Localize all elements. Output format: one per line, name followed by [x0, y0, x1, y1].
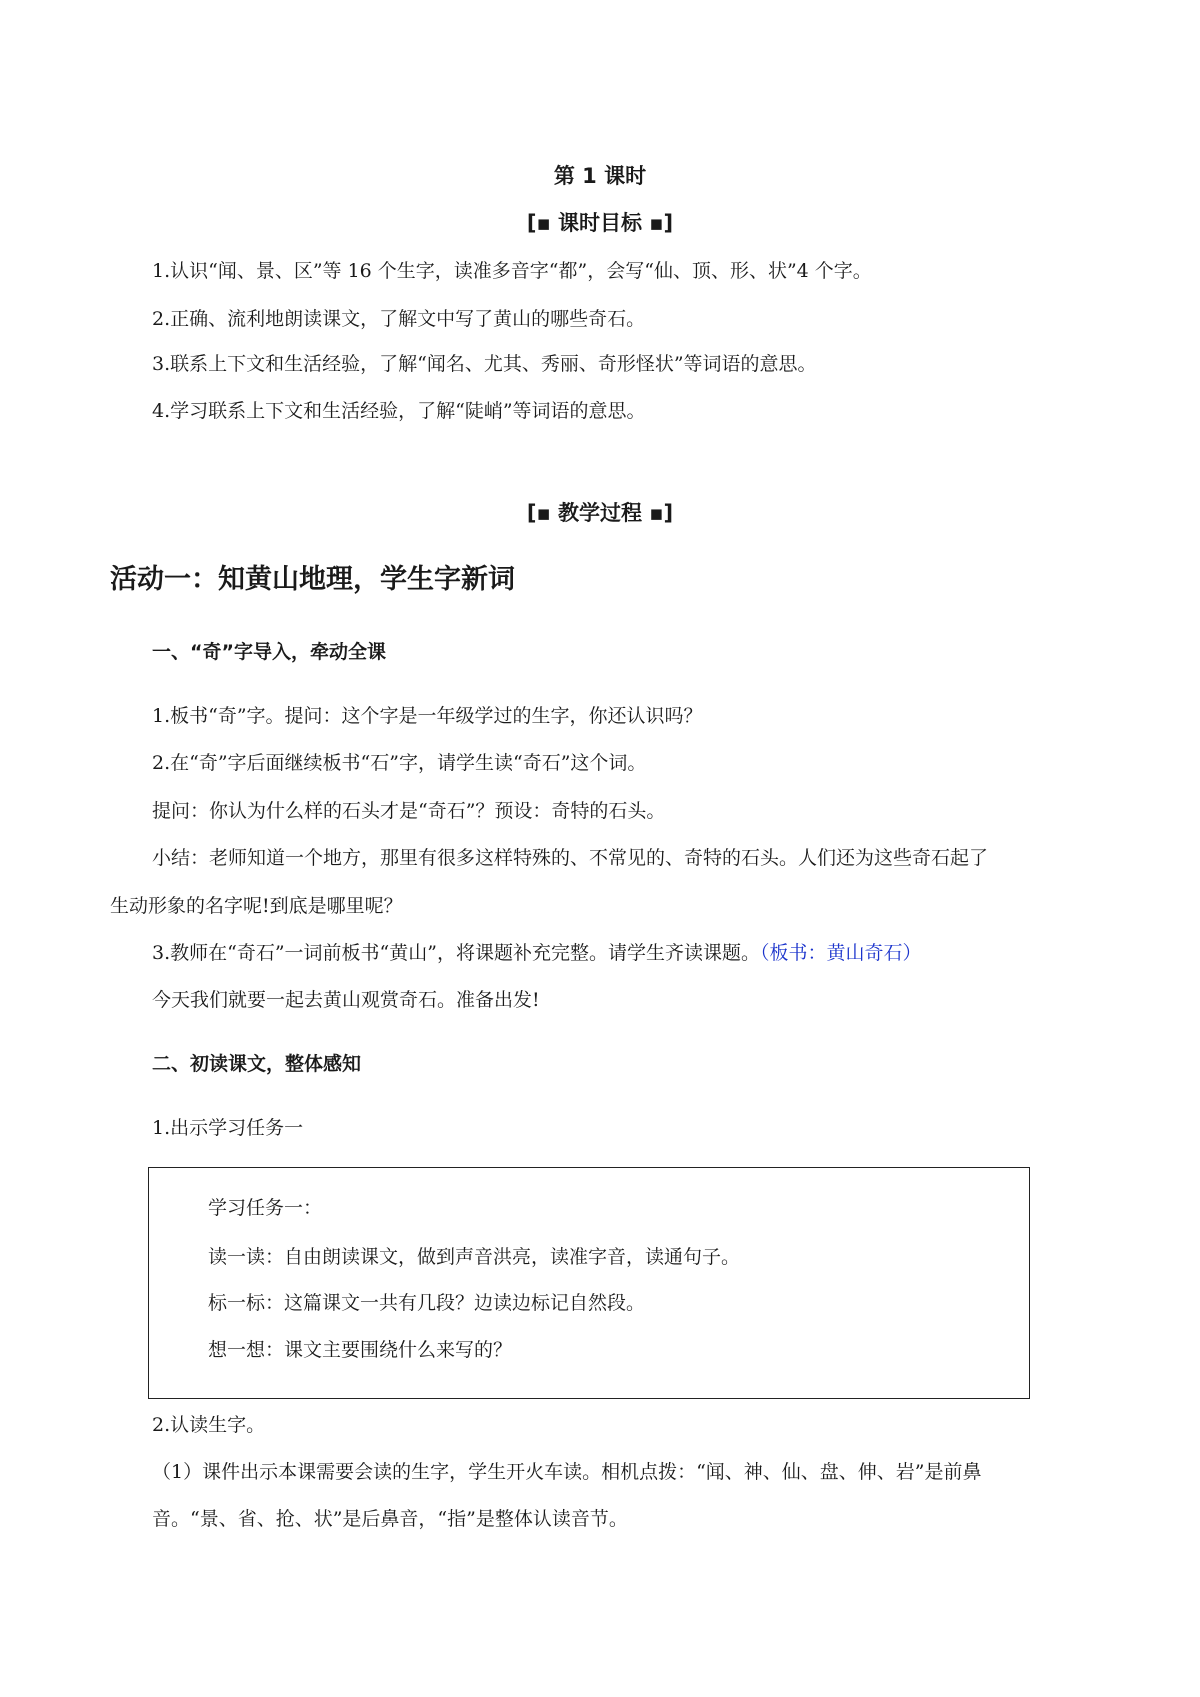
task-line-mark: 标一标：这篇课文一共有几段？边读边标记自然段。 — [208, 1292, 646, 1314]
summary-line-1: 小结：老师知道一个地方，那里有很多这样特殊的、不常见的、奇特的石头。人们还为这些奇石起了 — [152, 847, 989, 869]
section-1-paragraph-6: 今天我们就要一起去黄山观赏奇石。准备出发! — [152, 989, 540, 1011]
section-1-paragraph-3: 提问：你认为什么样的石头才是“奇石”？预设：奇特的石头。 — [152, 800, 666, 822]
section-1-paragraph-1: 1.板书“奇”字。提问：这个字是一年级学过的生字，你还认识吗？ — [152, 705, 703, 727]
section-1-paragraph-5 — [152, 944, 922, 963]
goal-item-1: 1.认识“闻、景、区”等 16 个生字，读准多音字“都”，会写“仙、顶、形、状”4 个字。 — [152, 260, 872, 282]
process-heading: [▪ 教学过程 ▪] — [526, 501, 674, 525]
section-2-paragraph-3-line-2: 音。“景、省、抢、状”是后鼻音，“指”是整体认读音节。 — [152, 1508, 628, 1530]
goal-item-3: 3.联系上下文和生活经验，了解“闻名、尤其、秀丽、奇形怪状”等词语的意思。 — [152, 353, 817, 375]
goals-heading: [▪ 课时目标 ▪] — [526, 211, 674, 235]
paragraph-5-main: 3.教师在“奇石”一词前板书“黄山”，将课题补充完整。请学生齐读课题。 — [152, 942, 760, 964]
task-line-read: 读一读：自由朗读课文，做到声音洪亮，读准字音，读通句子。 — [208, 1246, 741, 1268]
section-1-title: 一、“奇”字导入，牵动全课 — [152, 641, 386, 663]
goal-item-2: 2.正确、流利地朗读课文，了解文中写了黄山的哪些奇石。 — [152, 308, 646, 330]
section-2-paragraph-2: 2.认读生字。 — [152, 1414, 266, 1436]
activity-title: 活动一：知黄山地理，学生字新词 — [110, 564, 515, 595]
goal-item-4: 4.学习联系上下文和生活经验，了解“陡峭”等词语的意思。 — [152, 400, 646, 422]
section-2-paragraph-1: 1.出示学习任务一 — [152, 1117, 304, 1139]
section-2-paragraph-3-line-1: （1）课件出示本课需要会读的生字，学生开火车读。相机点拨：“闻、神、仙、盘、伸、岩”是前鼻 — [152, 1461, 982, 1483]
section-2-title: 二、初读课文，整体感知 — [152, 1053, 362, 1075]
section-1-paragraph-2: 2.在“奇”字后面继续板书“石”字，请学生读“奇石”这个词。 — [152, 752, 647, 774]
task-box-title: 学习任务一： — [208, 1197, 323, 1219]
task-line-think: 想一想：课文主要围绕什么来写的？ — [208, 1339, 513, 1361]
blackboard-note: （板书：黄山奇石） — [759, 942, 922, 964]
summary-line-2: 生动形象的名字呢!到底是哪里呢？ — [110, 895, 403, 917]
lesson-title: 第 1 课时 — [553, 164, 647, 188]
